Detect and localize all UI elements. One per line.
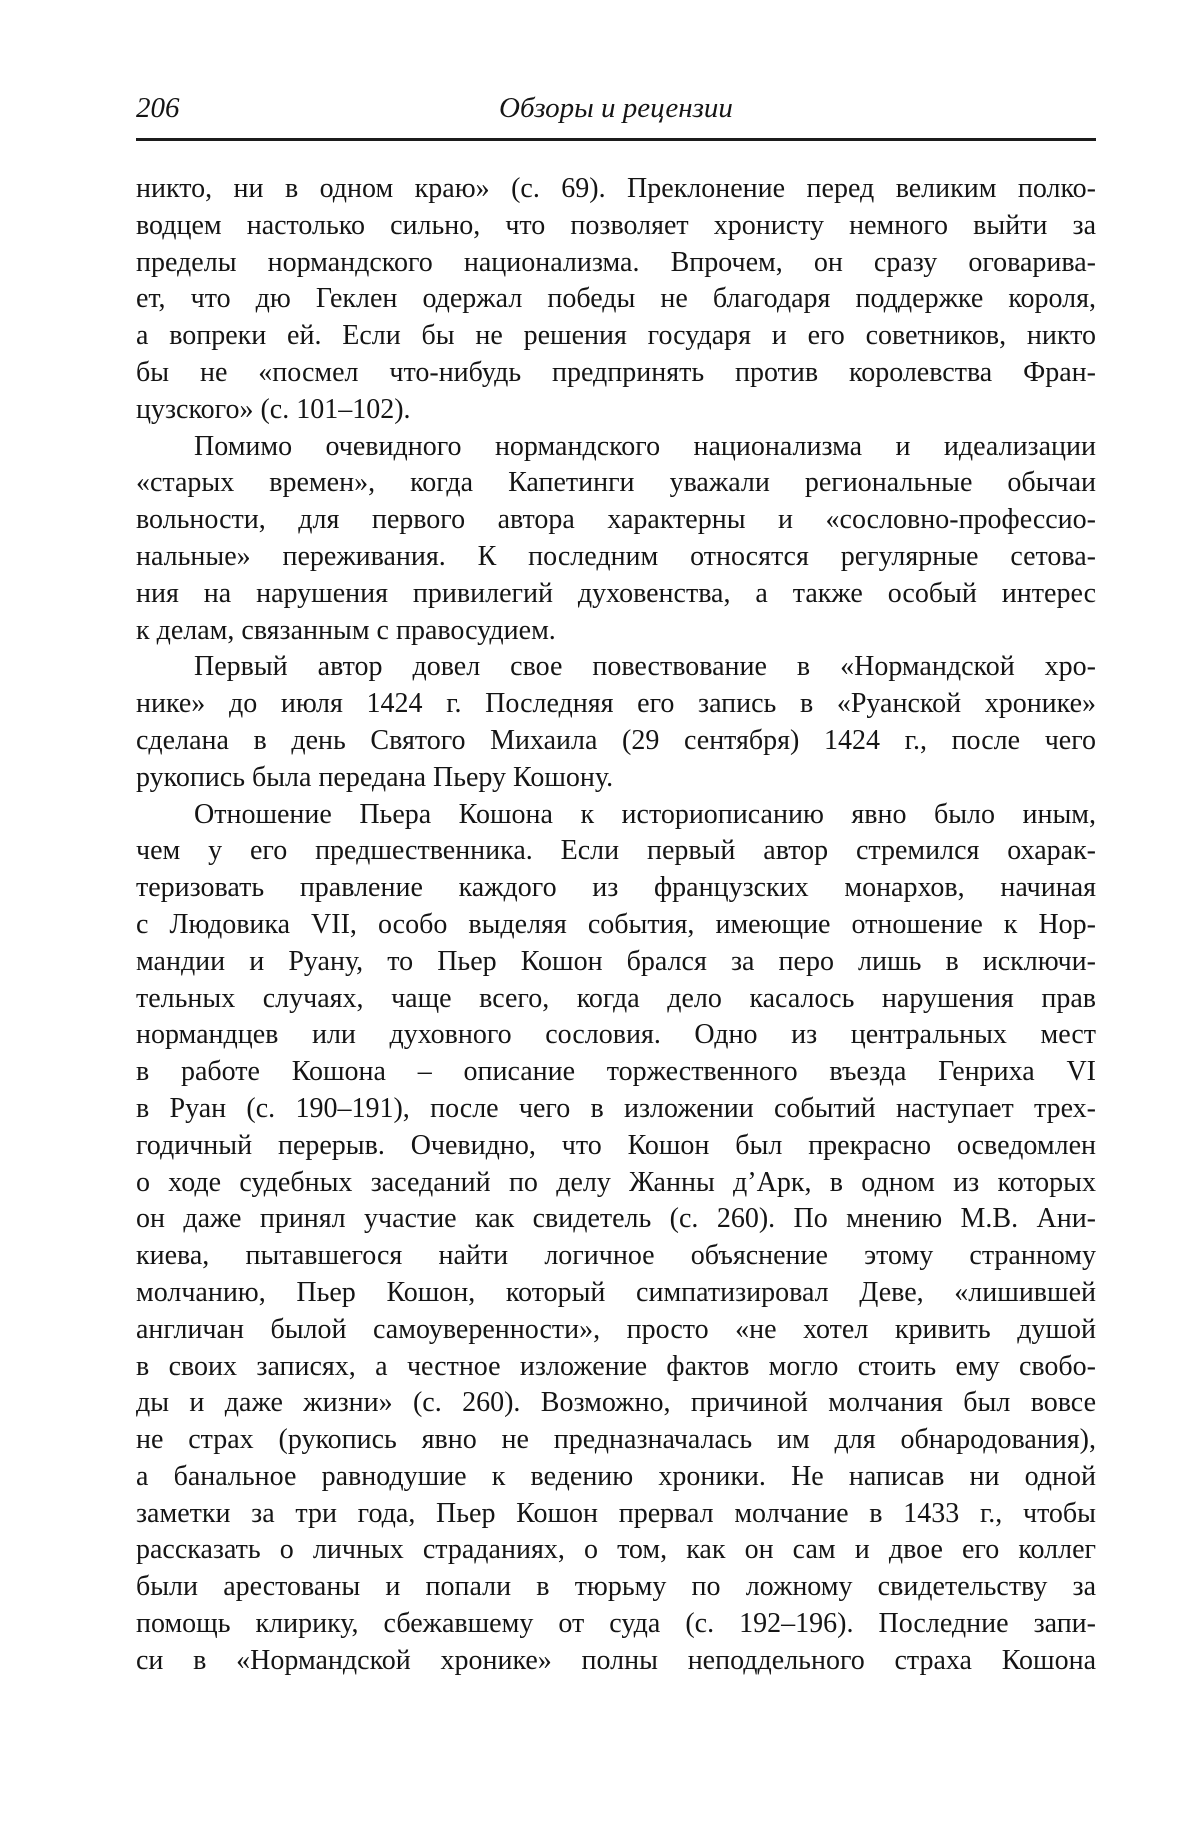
text-line: молчанию, Пьер Кошон, который симпатизировал Деве, «лишившей: [136, 1276, 1096, 1308]
text-line: он даже принял участие как свидетель (с. 260). По мнению М.В. Ани-: [136, 1203, 1096, 1235]
text-line: сделана в день Святого Михаила (29 сентября) 1424 г., после чего: [136, 724, 1096, 756]
text-line: пределы нормандского национализма. Впрочем, он сразу оговарива-: [136, 246, 1096, 278]
text-line: помощь клирику, сбежавшему от суда (с. 192–196). Последние запи-: [136, 1608, 1096, 1640]
text-line: к делам, связанным с правосудием.: [136, 614, 556, 646]
text-line: си в «Нормандской хронике» полны неподдельного страха Кошона: [136, 1644, 1096, 1676]
text-line: годичный перерыв. Очевидно, что Кошон был прекрасно осведомлен: [136, 1129, 1096, 1161]
paragraph: [136, 797, 1096, 1680]
text-line: бы не «посмел что-нибудь предпринять против королевства Фран-: [136, 356, 1096, 388]
text-line: Помимо очевидного нормандского национализма и идеализации: [194, 430, 1096, 462]
text-line: а банальное равнодушие к ведению хроники. Не написав ни одной: [136, 1460, 1096, 1492]
text-line: ды и даже жизни» (с. 260). Возможно, причиной молчания был вовсе: [136, 1387, 1096, 1419]
running-head-title: Обзоры и рецензии: [499, 92, 733, 124]
text-line: вольности, для первого автора характерны и «сословно-профессио-: [136, 504, 1096, 536]
text-line: о ходе судебных заседаний по делу Жанны д’Арк, в одном из которых: [136, 1166, 1096, 1198]
text-line: в Руан (с. 190–191), после чего в изложении событий наступает трех-: [136, 1092, 1096, 1124]
paragraph: [136, 429, 1096, 650]
text-line: в своих записях, а честное изложение фактов могло стоить ему свобо-: [136, 1350, 1096, 1382]
text-line: англичан былой самоуверенности», просто «не хотел кривить душой: [136, 1313, 1096, 1345]
running-header: [136, 90, 1096, 126]
header-rule: [136, 138, 1096, 141]
text-line: ния на нарушения привилегий духовенства, а также особый интерес: [136, 577, 1096, 609]
text-line: в работе Кошона – описание торжественного въезда Генриха VI: [136, 1056, 1096, 1088]
page-number: 206: [136, 92, 180, 124]
text-line: никто, ни в одном краю» (с. 69). Преклонение перед великим полко-: [136, 173, 1096, 204]
text-line: киева, пытавшегося найти логичное объяснение этому странному: [136, 1240, 1096, 1272]
text-line: нальные» переживания. К последним относятся регулярные сетова-: [136, 540, 1096, 572]
text-line: теризовать правление каждого из французских монархов, начиная: [136, 872, 1096, 904]
paragraph: [136, 649, 1096, 796]
text-line: тельных случаях, чаще всего, когда дело касалось нарушения прав: [136, 982, 1096, 1014]
text-block: [136, 0, 1096, 1680]
paragraph: [136, 171, 1096, 429]
text-line: не страх (рукопись явно не предназначалась им для обнародования),: [136, 1424, 1096, 1456]
text-line: были арестованы и попали в тюрьму по ложному свидетельству за: [136, 1571, 1096, 1603]
text-line: нормандцев или духовного сословия. Одно из центральных мест: [136, 1019, 1096, 1051]
text-line: ет, что дю Геклен одержал победы не благодаря поддержке короля,: [136, 283, 1096, 315]
text-line: мандии и Руану, то Пьер Кошон брался за перо лишь в исключи-: [136, 945, 1096, 977]
text-line: цузского» (с. 101–102).: [136, 393, 411, 425]
text-line: «старых времен», когда Капетинги уважали региональные обычаи: [136, 467, 1096, 499]
text-line: чем у его предшественника. Если первый автор стремился охарак-: [136, 835, 1096, 867]
text-line: рассказать о личных страданиях, о том, как он сам и двое его коллег: [136, 1534, 1096, 1566]
text-line: Отношение Пьера Кошона к историописанию явно было иным,: [194, 798, 1096, 830]
text-line: заметки за три года, Пьер Кошон прервал молчание в 1433 г., чтобы: [136, 1497, 1096, 1529]
text-line: рукопись была передана Пьеру Кошону.: [136, 761, 614, 793]
text-line: водцем настолько сильно, что позволяет хронисту немного выйти за: [136, 209, 1096, 241]
text-line: нике» до июля 1424 г. Последняя его запись в «Руанской хронике»: [136, 688, 1096, 720]
text-line: Первый автор довел свое повествование в «Нормандской хро-: [194, 651, 1096, 683]
text-line: а вопреки ей. Если бы не решения государя и его советников, никто: [136, 320, 1096, 352]
page-body: [136, 171, 1096, 1680]
text-line: с Людовика VII, особо выделяя события, имеющие отношение к Нор-: [136, 908, 1096, 940]
